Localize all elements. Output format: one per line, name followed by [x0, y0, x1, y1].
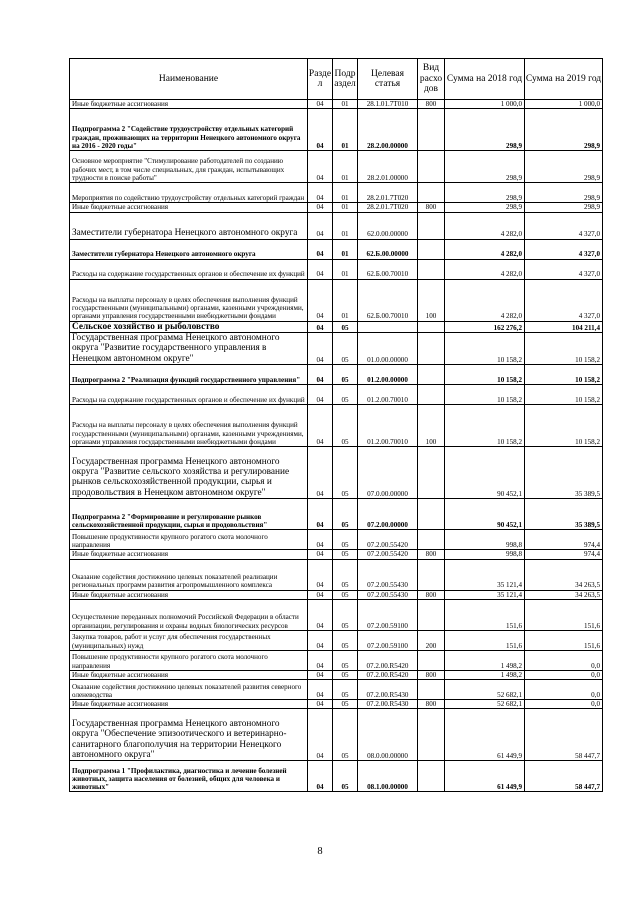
row-target: 07.2.00.55420 — [358, 550, 418, 559]
row-sum-2019: 0,0 — [525, 670, 603, 679]
row-expense-type: 800 — [418, 550, 445, 559]
table-row — [70, 590, 603, 599]
row-subsection: 05 — [333, 559, 358, 590]
row-name: Государственная программа Ненецкого автономного округа "Обеспечение эпизоотического и ветеринарно-санитарного благополучия на территории Ненецкого автономного округа" — [70, 709, 308, 761]
row-subsection: 01 — [333, 100, 358, 109]
table-row — [70, 599, 603, 630]
row-expense-type — [418, 530, 445, 550]
row-sum-2019: 58 447,7 — [525, 761, 603, 792]
row-target: 07.0.00.00000 — [358, 447, 418, 499]
table-row — [70, 279, 603, 321]
row-subsection: 01 — [333, 259, 358, 279]
row-subsection: 05 — [333, 530, 358, 550]
row-expense-type — [418, 447, 445, 499]
row-target: 07.2.00.55430 — [358, 590, 418, 599]
table-row — [70, 550, 603, 559]
row-sum-2019: 104 211,4 — [525, 321, 603, 332]
row-section: 04 — [308, 239, 333, 259]
table-row — [70, 499, 603, 530]
row-name: Расходы на выплаты персоналу в целях обеспечения выполнения функций государственными (муниципальными) органами, казенными учреждениями, органами управления государственными внебюджетными фондами — [70, 405, 308, 447]
row-name: Государственная программа Ненецкого автономного округа "Развитие сельского хозяйства и регулирование рынков сельскохозяйственной продукции, сырья и продовольствия в Ненецком автономном округе" — [70, 447, 308, 499]
row-section: 04 — [308, 700, 333, 709]
row-sum-2018: 10 158,2 — [445, 365, 525, 385]
row-section: 04 — [308, 321, 333, 332]
row-expense-type — [418, 239, 445, 259]
header-section: Разде л — [308, 59, 333, 100]
row-target: 07.2.00.R5420 — [358, 650, 418, 670]
row-sum-2018: 35 121,4 — [445, 559, 525, 590]
row-subsection: 05 — [333, 680, 358, 700]
row-subsection: 05 — [333, 550, 358, 559]
row-subsection: 05 — [333, 709, 358, 761]
row-expense-type — [418, 761, 445, 792]
row-target: 08.1.00.00000 — [358, 761, 418, 792]
row-sum-2019: 10 158,2 — [525, 385, 603, 405]
row-target: 07.2.00.59100 — [358, 599, 418, 630]
row-target: 07.2.00.00000 — [358, 499, 418, 530]
table-row — [70, 333, 603, 365]
row-section: 04 — [308, 405, 333, 447]
row-subsection: 01 — [333, 183, 358, 203]
row-expense-type — [418, 385, 445, 405]
row-sum-2019: 298,9 — [525, 109, 603, 151]
table-row — [70, 680, 603, 700]
table-row — [70, 212, 603, 239]
row-name: Мероприятия по содействию трудоустройству отдельных категорий граждан — [70, 183, 308, 203]
row-sum-2019: 34 263,5 — [525, 590, 603, 599]
row-section: 04 — [308, 212, 333, 239]
table-body — [70, 100, 603, 792]
row-sum-2018: 4 282,0 — [445, 239, 525, 259]
row-target: 01.0.00.00000 — [358, 333, 418, 365]
row-target: 07.2.00.R5430 — [358, 680, 418, 700]
row-sum-2019: 4 327,0 — [525, 259, 603, 279]
row-name: Иные бюджетные ассигнования — [70, 550, 308, 559]
row-expense-type: 100 — [418, 279, 445, 321]
row-section: 04 — [308, 203, 333, 212]
row-expense-type — [418, 183, 445, 203]
table-row — [70, 183, 603, 203]
row-name: Оказание содействия достижению целевых показателей реализации региональных программ развития агропромышленного комплекса — [70, 559, 308, 590]
row-sum-2019: 298,9 — [525, 203, 603, 212]
row-expense-type — [418, 321, 445, 332]
row-sum-2019: 35 389,5 — [525, 499, 603, 530]
table-row — [70, 100, 603, 109]
row-expense-type — [418, 259, 445, 279]
row-target: 01.2.00.70010 — [358, 385, 418, 405]
row-section: 04 — [308, 630, 333, 650]
table-row — [70, 559, 603, 590]
row-expense-type — [418, 680, 445, 700]
row-sum-2018: 90 452,1 — [445, 499, 525, 530]
row-expense-type — [418, 212, 445, 239]
row-name: Иные бюджетные ассигнования — [70, 100, 308, 109]
row-sum-2018: 4 282,0 — [445, 212, 525, 239]
row-section: 04 — [308, 590, 333, 599]
row-target: 28.2.01.7Т020 — [358, 203, 418, 212]
row-sum-2018: 151,6 — [445, 630, 525, 650]
row-sum-2019: 4 327,0 — [525, 239, 603, 259]
row-section: 04 — [308, 530, 333, 550]
row-section: 04 — [308, 761, 333, 792]
row-target: 07.2.00.59100 — [358, 630, 418, 650]
row-sum-2019: 0,0 — [525, 680, 603, 700]
row-sum-2018: 90 452,1 — [445, 447, 525, 499]
row-section: 04 — [308, 385, 333, 405]
row-target: 28.1.01.7Т010 — [358, 100, 418, 109]
row-name: Заместители губернатора Ненецкого автономного округа — [70, 212, 308, 239]
row-expense-type — [418, 151, 445, 183]
row-sum-2018: 10 158,2 — [445, 405, 525, 447]
row-subsection: 05 — [333, 650, 358, 670]
row-sum-2018: 298,9 — [445, 151, 525, 183]
row-sum-2019: 1 000,0 — [525, 100, 603, 109]
row-name: Иные бюджетные ассигнования — [70, 670, 308, 679]
row-sum-2019: 35 389,5 — [525, 447, 603, 499]
row-expense-type: 800 — [418, 590, 445, 599]
row-subsection: 05 — [333, 670, 358, 679]
row-subsection: 01 — [333, 151, 358, 183]
row-sum-2019: 4 327,0 — [525, 279, 603, 321]
row-name: Расходы на содержание государственных органов и обеспечение их функций — [70, 385, 308, 405]
row-target: 07.2.00.R5430 — [358, 700, 418, 709]
table-row — [70, 239, 603, 259]
row-sum-2019: 151,6 — [525, 630, 603, 650]
row-expense-type: 200 — [418, 630, 445, 650]
row-subsection: 05 — [333, 630, 358, 650]
table-row — [70, 761, 603, 792]
row-sum-2018: 1 000,0 — [445, 100, 525, 109]
row-sum-2019: 10 158,2 — [525, 365, 603, 385]
row-section: 04 — [308, 559, 333, 590]
row-subsection: 05 — [333, 700, 358, 709]
row-section: 04 — [308, 109, 333, 151]
row-sum-2018: 4 282,0 — [445, 259, 525, 279]
table-row — [70, 530, 603, 550]
row-sum-2019: 10 158,2 — [525, 405, 603, 447]
row-expense-type — [418, 333, 445, 365]
row-subsection: 05 — [333, 590, 358, 599]
row-name: Сельское хозяйство и рыболовство — [70, 321, 308, 332]
row-sum-2019: 34 263,5 — [525, 559, 603, 590]
row-name: Расходы на содержание государственных органов и обеспечение их функций — [70, 259, 308, 279]
row-sum-2019: 151,6 — [525, 599, 603, 630]
row-expense-type — [418, 499, 445, 530]
row-sum-2018: 1 498,2 — [445, 670, 525, 679]
row-name: Подпрограмма 1 "Профилактика, диагностика и лечение болезней животных, защита населения от болезней, общих для человека и животных" — [70, 761, 308, 792]
row-subsection: 05 — [333, 405, 358, 447]
table-row — [70, 709, 603, 761]
row-sum-2018: 10 158,2 — [445, 385, 525, 405]
table-header-row — [70, 59, 603, 100]
row-name: Иные бюджетные ассигнования — [70, 700, 308, 709]
table-row — [70, 670, 603, 679]
row-expense-type: 800 — [418, 100, 445, 109]
row-target: 28.2.01.7Т020 — [358, 183, 418, 203]
row-section: 04 — [308, 183, 333, 203]
row-sum-2018: 298,9 — [445, 183, 525, 203]
row-sum-2018: 298,9 — [445, 109, 525, 151]
row-name: Подпрограмма 2 "Формирование и регулирование рынков сельскохозяйственной продукции, сырья и продовольствия" — [70, 499, 308, 530]
row-sum-2019: 974,4 — [525, 530, 603, 550]
row-sum-2018: 61 449,9 — [445, 709, 525, 761]
row-sum-2018: 61 449,9 — [445, 761, 525, 792]
row-target: 28.2.01.00000 — [358, 151, 418, 183]
row-section: 04 — [308, 680, 333, 700]
row-target: 62.Б.00.70010 — [358, 259, 418, 279]
row-sum-2018: 998,8 — [445, 530, 525, 550]
row-subsection: 05 — [333, 321, 358, 332]
row-target: 62.Б.00.70010 — [358, 279, 418, 321]
row-subsection: 05 — [333, 499, 358, 530]
row-sum-2019: 0,0 — [525, 650, 603, 670]
row-target: 28.2.00.00000 — [358, 109, 418, 151]
row-expense-type — [418, 559, 445, 590]
row-target: 07.2.00.55430 — [358, 559, 418, 590]
row-section: 04 — [308, 100, 333, 109]
budget-table — [69, 58, 603, 792]
header-subsection: Подр аздел — [333, 59, 358, 100]
row-section: 04 — [308, 151, 333, 183]
row-name: Иные бюджетные ассигнования — [70, 203, 308, 212]
row-section: 04 — [308, 447, 333, 499]
row-section: 04 — [308, 709, 333, 761]
row-sum-2018: 52 682,1 — [445, 680, 525, 700]
row-section: 04 — [308, 550, 333, 559]
row-sum-2019: 4 327,0 — [525, 212, 603, 239]
row-name: Расходы на выплаты персоналу в целях обеспечения выполнения функций государственными (муниципальными) органами, казенными учреждениями, органами управления государственными внебюджетными фондами — [70, 279, 308, 321]
table-row — [70, 259, 603, 279]
row-sum-2018: 10 158,2 — [445, 333, 525, 365]
row-sum-2018: 162 276,2 — [445, 321, 525, 332]
row-name: Основное мероприятие "Стимулирование работодателей по созданию рабочих мест, в том числе специальных, для граждан, испытывающих трудности в поиске работы" — [70, 151, 308, 183]
row-expense-type — [418, 365, 445, 385]
page-number: 8 — [317, 846, 323, 857]
table-row — [70, 385, 603, 405]
row-section: 04 — [308, 365, 333, 385]
row-section: 04 — [308, 670, 333, 679]
row-sum-2018: 998,8 — [445, 550, 525, 559]
row-subsection: 05 — [333, 333, 358, 365]
row-section: 04 — [308, 279, 333, 321]
row-subsection: 05 — [333, 447, 358, 499]
row-target: 01.2.00.70010 — [358, 405, 418, 447]
row-expense-type: 100 — [418, 405, 445, 447]
row-expense-type — [418, 109, 445, 151]
row-target — [358, 321, 418, 332]
row-expense-type — [418, 650, 445, 670]
table-row — [70, 203, 603, 212]
row-sum-2019: 974,4 — [525, 550, 603, 559]
row-name: Осуществление переданных полномочий Российской Федерации в области организации, регулирования и охраны водных биологических ресурсов — [70, 599, 308, 630]
row-target: 62.0.00.00000 — [358, 212, 418, 239]
row-name: Оказание содействия достижению целевых показателей развития северного оленеводства — [70, 680, 308, 700]
table-row — [70, 405, 603, 447]
row-expense-type: 800 — [418, 670, 445, 679]
header-sum-2018: Сумма на 2018 год — [445, 59, 525, 100]
header-name: Наименование — [70, 59, 308, 100]
row-sum-2019: 0,0 — [525, 700, 603, 709]
row-sum-2018: 298,9 — [445, 203, 525, 212]
row-expense-type — [418, 709, 445, 761]
header-expense-type: Вид расхо дов — [418, 59, 445, 100]
row-sum-2018: 4 282,0 — [445, 279, 525, 321]
row-sum-2018: 1 498,2 — [445, 650, 525, 670]
header-sum-2019: Сумма на 2019 год — [525, 59, 603, 100]
row-subsection: 01 — [333, 279, 358, 321]
row-expense-type: 800 — [418, 700, 445, 709]
row-subsection: 01 — [333, 203, 358, 212]
row-sum-2018: 35 121,4 — [445, 590, 525, 599]
header-target: Целевая статья — [358, 59, 418, 100]
table-row — [70, 700, 603, 709]
row-sum-2019: 298,9 — [525, 151, 603, 183]
row-target: 01.2.00.00000 — [358, 365, 418, 385]
row-section: 04 — [308, 650, 333, 670]
row-name: Государственная программа Ненецкого автономного округа "Развитие государственного управления в Ненецком автономном округе" — [70, 333, 308, 365]
row-name: Иные бюджетные ассигнования — [70, 590, 308, 599]
row-sum-2018: 52 682,1 — [445, 700, 525, 709]
row-name: Заместители губернатора Ненецкого автономного округа — [70, 239, 308, 259]
table-row — [70, 630, 603, 650]
row-expense-type: 800 — [418, 203, 445, 212]
row-subsection: 01 — [333, 109, 358, 151]
row-subsection: 05 — [333, 385, 358, 405]
row-sum-2018: 151,6 — [445, 599, 525, 630]
row-target: 08.0.00.00000 — [358, 709, 418, 761]
row-target: 07.2.00.55420 — [358, 530, 418, 550]
row-sum-2019: 10 158,2 — [525, 333, 603, 365]
row-subsection: 01 — [333, 239, 358, 259]
row-section: 04 — [308, 259, 333, 279]
table-row — [70, 365, 603, 385]
row-name: Повышение продуктивности крупного рогатого скота молочного направления — [70, 650, 308, 670]
row-section: 04 — [308, 599, 333, 630]
row-subsection: 05 — [333, 761, 358, 792]
row-name: Подпрограмма 2 "Реализация функций государственного управления" — [70, 365, 308, 385]
row-section: 04 — [308, 333, 333, 365]
row-section: 04 — [308, 499, 333, 530]
row-target: 07.2.00.R5420 — [358, 670, 418, 679]
row-target: 62.Б.00.00000 — [358, 239, 418, 259]
table-row — [70, 321, 603, 332]
row-sum-2019: 298,9 — [525, 183, 603, 203]
row-subsection: 01 — [333, 212, 358, 239]
row-subsection: 05 — [333, 365, 358, 385]
table-row — [70, 650, 603, 670]
table-row — [70, 109, 603, 151]
row-name: Подпрограмма 2 "Содействие трудоустройству отдельных категорий граждан, проживающих на территории Ненецкого автономного округа на 2016 - 2020 годы" — [70, 109, 308, 151]
table-row — [70, 447, 603, 499]
row-expense-type — [418, 599, 445, 630]
row-name: Повышение продуктивности крупного рогатого скота молочного направления — [70, 530, 308, 550]
row-subsection: 05 — [333, 599, 358, 630]
row-name: Закупка товаров, работ и услуг для обеспечения государственных (муниципальных) нужд — [70, 630, 308, 650]
row-sum-2019: 58 447,7 — [525, 709, 603, 761]
table-row — [70, 151, 603, 183]
